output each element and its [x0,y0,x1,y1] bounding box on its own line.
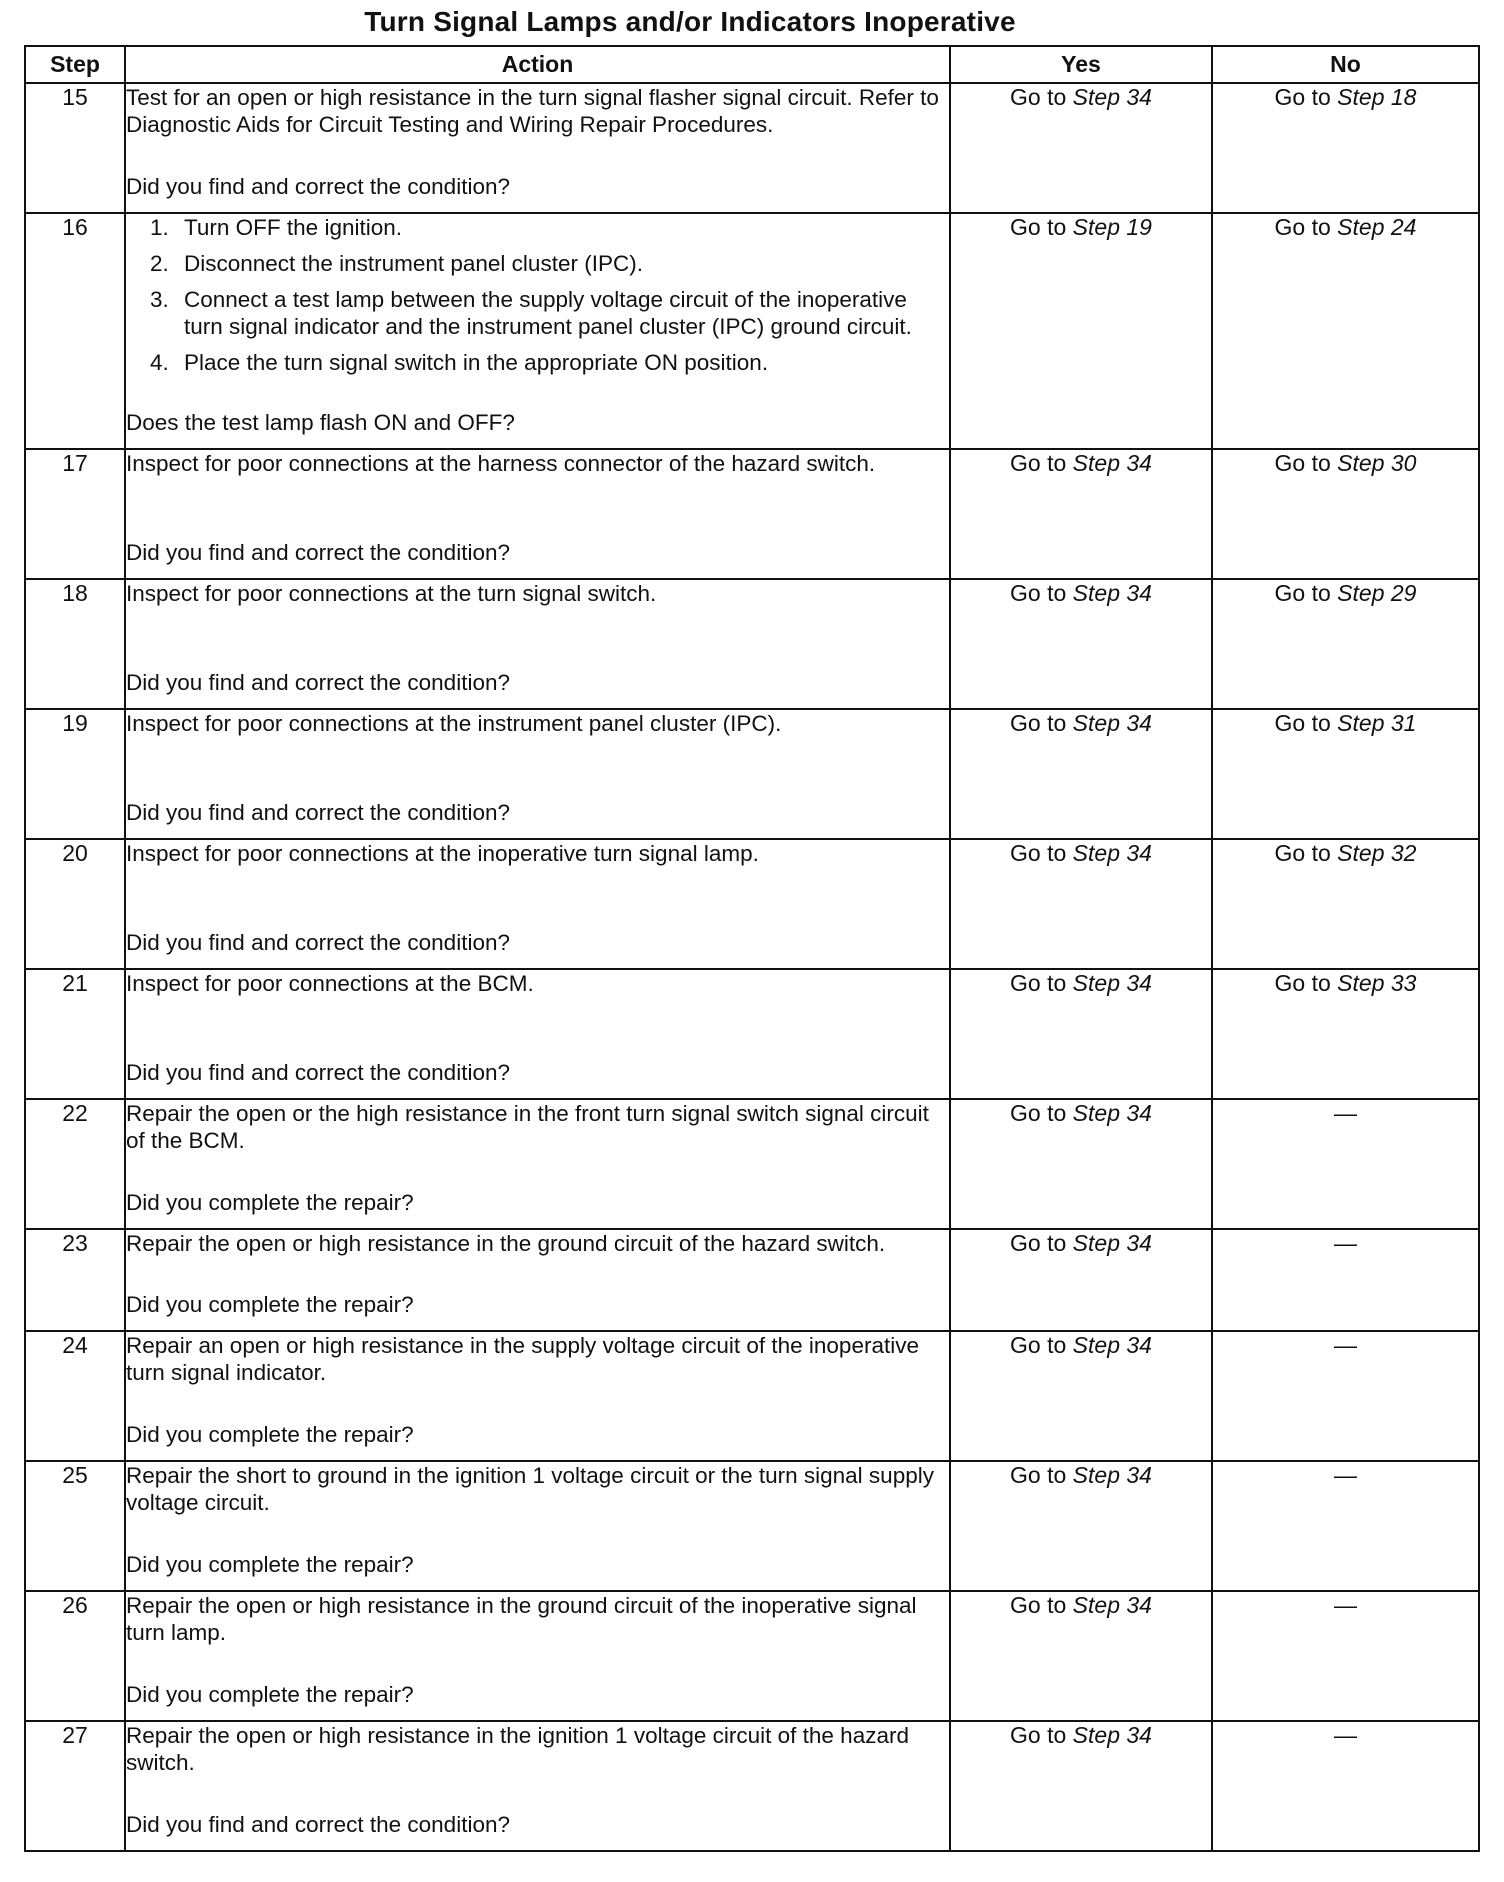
no-step-link: Step 32 [1337,840,1417,866]
step-number: 18 [25,579,125,709]
no-cell [1212,83,1479,213]
action-text: Inspect for poor connections at the turn signal switch. [126,581,657,606]
table-row [25,1229,1479,1331]
go-to-prefix: Go to [1274,450,1331,476]
action-cell [125,1461,950,1591]
table-row [25,1331,1479,1461]
table-row [25,1461,1479,1591]
no-cell-dash: — [1212,1099,1479,1229]
step-number: 24 [25,1331,125,1461]
action-text: Inspect for poor connections at the BCM. [126,971,534,996]
list-item: 4. Place the turn signal switch in the appropriate ON position. [150,350,769,375]
action-cell [125,83,950,213]
go-to-prefix: Go to [1274,84,1331,110]
go-to-prefix: Go to [1010,1332,1067,1358]
action-cell [125,579,950,709]
table-row [25,1591,1479,1721]
no-cell-dash: — [1212,1461,1479,1591]
yes-cell [950,449,1212,579]
action-question: Did you complete the repair? [126,1190,414,1215]
yes-cell [950,969,1212,1099]
action-question: Did you find and correct the condition? [126,174,510,199]
step-number: 20 [25,839,125,969]
yes-cell [950,709,1212,839]
yes-step-link: Step 34 [1072,1230,1152,1256]
no-cell-dash: — [1212,1721,1479,1851]
action-cell [125,1331,950,1461]
action-cell [125,449,950,579]
action-question: Did you find and correct the condition? [126,670,510,695]
list-item: 2. Disconnect the instrument panel cluster (IPC). [150,251,643,276]
yes-step-link: Step 19 [1072,214,1152,240]
action-cell [125,969,950,1099]
action-text: Test for an open or high resistance in the turn signal flasher signal circuit. Refer to Diagnostic Aids for Circuit Testing and Wiring Repair Procedures. [126,85,939,137]
no-cell-dash: — [1212,1331,1479,1461]
no-step-link: Step 18 [1337,84,1417,110]
yes-step-link: Step 34 [1072,970,1152,996]
list-item: 1. Turn OFF the ignition. [150,215,403,240]
action-text: Inspect for poor connections at the instrument panel cluster (IPC). [126,711,782,736]
action-question: Did you complete the repair? [126,1552,414,1577]
action-text: Repair the open or high resistance in the ground circuit of the hazard switch. [126,1231,886,1256]
go-to-prefix: Go to [1010,450,1067,476]
action-cell [125,1591,950,1721]
step-number: 15 [25,83,125,213]
yes-step-link: Step 34 [1072,1332,1152,1358]
yes-cell [950,213,1212,449]
step-number: 21 [25,969,125,1099]
table-header-row [25,46,1479,83]
table-row [25,1099,1479,1229]
yes-step-link: Step 34 [1072,450,1152,476]
action-text: Inspect for poor connections at the inoperative turn signal lamp. [126,841,759,866]
page-title: Turn Signal Lamps and/or Indicators Inoperative [364,6,1016,37]
yes-step-link: Step 34 [1072,84,1152,110]
step-number: 22 [25,1099,125,1229]
yes-step-link: Step 34 [1072,1592,1152,1618]
no-step-link: Step 31 [1337,710,1417,736]
go-to-prefix: Go to [1010,840,1067,866]
no-step-link: Step 33 [1337,970,1417,996]
yes-step-link: Step 34 [1072,1100,1152,1126]
action-question: Did you find and correct the condition? [126,930,510,955]
go-to-prefix: Go to [1274,970,1331,996]
action-question: Did you find and correct the condition? [126,1812,510,1837]
go-to-prefix: Go to [1010,1100,1067,1126]
no-cell [1212,839,1479,969]
table-row [25,839,1479,969]
action-cell [125,1099,950,1229]
go-to-prefix: Go to [1010,84,1067,110]
action-text: Repair the open or the high resistance in the front turn signal switch signal circuit of the BCM. [126,1101,929,1153]
yes-step-link: Step 34 [1072,1462,1152,1488]
action-question: Did you find and correct the condition? [126,540,510,565]
table-row [25,449,1479,579]
go-to-prefix: Go to [1010,580,1067,606]
no-step-link: Step 24 [1337,214,1417,240]
no-cell [1212,709,1479,839]
no-step-link: Step 30 [1337,450,1417,476]
action-question: Did you complete the repair? [126,1422,414,1447]
go-to-prefix: Go to [1010,1722,1067,1748]
action-text: Repair an open or high resistance in the supply voltage circuit of the inoperative turn signal indicator. [126,1333,919,1385]
yes-step-link: Step 34 [1072,840,1152,866]
action-cell [125,839,950,969]
header-yes: Yes [950,46,1212,83]
yes-cell [950,1099,1212,1229]
table-row [25,213,1479,449]
table-row [25,709,1479,839]
action-question: Did you find and correct the condition? [126,800,510,825]
yes-step-link: Step 34 [1072,580,1152,606]
action-step-list [126,214,949,385]
action-cell [125,1229,950,1331]
yes-step-link: Step 34 [1072,1722,1152,1748]
action-text: Repair the short to ground in the ignition 1 voltage circuit or the turn signal supply voltage circuit. [126,1463,934,1515]
action-cell [125,1721,950,1851]
action-text: Inspect for poor connections at the harness connector of the hazard switch. [126,451,876,476]
diagnostic-table [24,45,1480,1852]
header-step: Step [25,46,125,83]
action-question: Did you complete the repair? [126,1682,414,1707]
list-item: 3. Connect a test lamp between the supply voltage circuit of the inoperative turn signal indicator and the instrument panel cluster (IPC) ground circuit. [150,287,912,339]
step-number: 19 [25,709,125,839]
go-to-prefix: Go to [1274,710,1331,736]
no-cell [1212,969,1479,1099]
no-cell [1212,213,1479,449]
no-cell [1212,449,1479,579]
step-number: 23 [25,1229,125,1331]
table-row [25,969,1479,1099]
action-text: Repair the open or high resistance in the ignition 1 voltage circuit of the hazard switch. [126,1723,909,1775]
header-no: No [1212,46,1479,83]
go-to-prefix: Go to [1010,970,1067,996]
yes-cell [950,1721,1212,1851]
action-question: Does the test lamp flash ON and OFF? [126,410,515,435]
table-row [25,579,1479,709]
go-to-prefix: Go to [1010,1230,1067,1256]
yes-cell [950,839,1212,969]
action-question: Did you find and correct the condition? [126,1060,510,1085]
no-cell-dash: — [1212,1229,1479,1331]
go-to-prefix: Go to [1010,1592,1067,1618]
go-to-prefix: Go to [1010,214,1067,240]
yes-cell [950,1229,1212,1331]
action-cell [125,709,950,839]
go-to-prefix: Go to [1274,580,1331,606]
table-row [25,1721,1479,1851]
step-number: 17 [25,449,125,579]
no-cell-dash: — [1212,1591,1479,1721]
action-text: Repair the open or high resistance in the ground circuit of the inoperative signal turn lamp. [126,1593,917,1645]
no-cell [1212,579,1479,709]
yes-cell [950,1591,1212,1721]
action-cell [125,213,950,449]
go-to-prefix: Go to [1274,840,1331,866]
header-action: Action [125,46,950,83]
yes-cell [950,1461,1212,1591]
go-to-prefix: Go to [1010,1462,1067,1488]
yes-cell [950,83,1212,213]
yes-cell [950,1331,1212,1461]
table-row [25,83,1479,213]
step-number: 25 [25,1461,125,1591]
go-to-prefix: Go to [1010,710,1067,736]
step-number: 16 [25,213,125,449]
step-number: 26 [25,1591,125,1721]
action-question: Did you complete the repair? [126,1292,414,1317]
go-to-prefix: Go to [1274,214,1331,240]
no-step-link: Step 29 [1337,580,1417,606]
yes-cell [950,579,1212,709]
step-number: 27 [25,1721,125,1851]
yes-step-link: Step 34 [1072,710,1152,736]
